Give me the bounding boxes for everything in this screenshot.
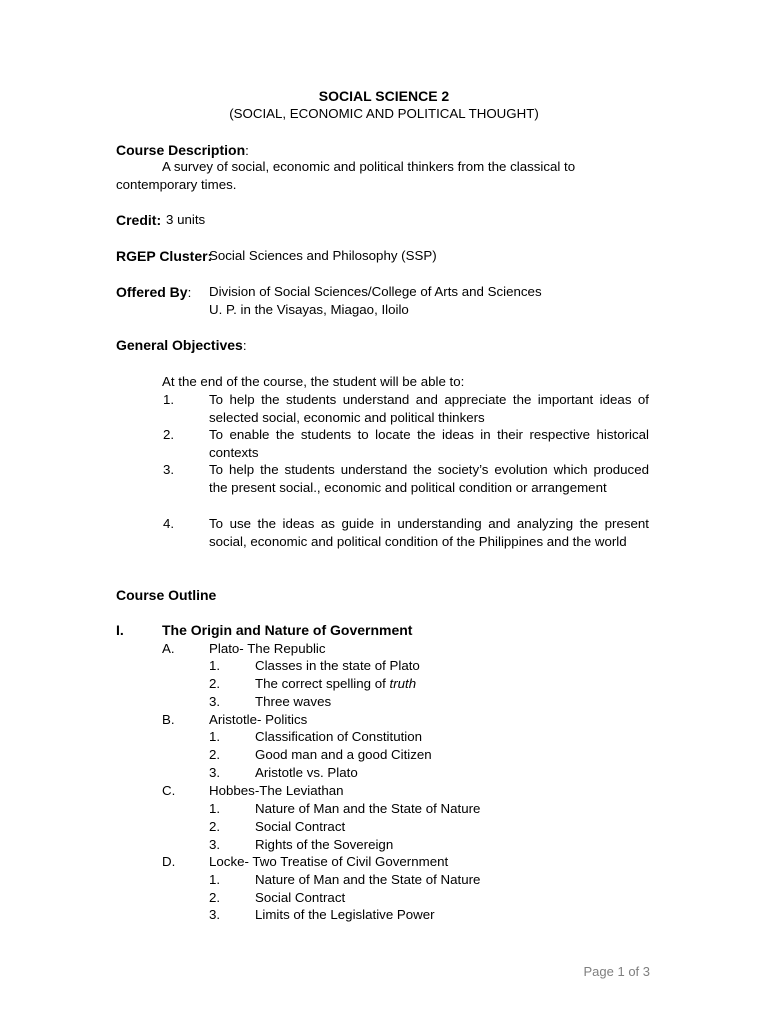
outline-subsection-title: Aristotle- Politics [209,712,308,727]
outline-item-number: 2. [209,676,221,691]
outline-subsection-letter: D. [162,854,176,869]
course-description-label: Course Description [116,142,246,158]
outline-item-text: Aristotle vs. Plato [255,765,358,780]
outline-subsection-letter: A. [162,641,175,656]
outline-item-number: 1. [209,872,221,887]
objective-number: 3. [163,462,175,477]
outline-item-number: 2. [209,890,221,905]
outline-item-text-emphasis: truth [389,676,417,691]
outline-item-number: 1. [209,801,221,816]
outline-subsection-title: Plato- The Republic [209,641,326,656]
objective-text: To help the students understand the society’s evolution which produced the present social., economic and political condition or arrangement [209,462,649,495]
objectives-intro: At the end of the course, the student will be able to: [162,374,465,389]
objective-number: 1. [163,392,175,407]
offered-by-line1: Division of Social Sciences/College of Arts and Sciences [209,284,542,299]
objective-number: 2. [163,427,175,442]
outline-item-text: Good man and a good Citizen [255,747,432,762]
outline-item-number: 3. [209,907,221,922]
document-subtitle: (SOCIAL, ECONOMIC AND POLITICAL THOUGHT) [229,106,539,121]
course-outline-heading: Course Outline [116,587,217,603]
offered-by-heading [116,283,191,302]
outline-item-text: Classification of Constitution [255,729,423,744]
outline-item-text: Social Contract [255,819,346,834]
outline-item-text: Social Contract [255,890,346,905]
rgep-cluster-label: RGEP Cluster: [116,248,213,264]
outline-item-text: Nature of Man and the State of Nature [255,801,481,816]
objective-text: To use the ideas as guide in understanding and analyzing the present social, economic and political condition of the Philippines and the world [209,516,649,549]
outline-section-number: I. [116,622,124,638]
objective-number: 4. [163,516,175,531]
outline-subsection-letter: C. [162,783,176,798]
general-objectives-heading [116,336,247,355]
offered-by-label: Offered By [116,284,188,300]
course-description-line1: A survey of social, economic and political thinkers from the classical to [162,159,576,174]
outline-item-text: Rights of the Sovereign [255,837,394,852]
outline-item-text: Classes in the state of Plato [255,658,420,673]
course-description-line2: contemporary times. [116,177,237,192]
outline-item-text: Three waves [255,694,332,709]
document-title: SOCIAL SCIENCE 2 [318,88,450,104]
outline-item-number: 2. [209,819,221,834]
outline-item-number: 1. [209,729,221,744]
objective-text: To help the students understand and appreciate the important ideas of selected social, economic and political thinkers [209,392,649,425]
outline-section-title: The Origin and Nature of Government [162,622,413,638]
general-objectives-label: General Objectives [116,337,243,353]
credit-label: Credit: [116,212,162,228]
outline-subsection-letter: B. [162,712,175,727]
objective-text: To enable the students to locate the ideas in their respective historical contexts [209,427,649,460]
page-number-footer: Page 1 of 3 [583,964,650,979]
course-description-colon: : [245,143,249,158]
outline-item-number: 3. [209,837,221,852]
outline-subsection-title: Hobbes-The Leviathan [209,783,344,798]
outline-item-text: Limits of the Legislative Power [255,907,435,922]
offered-by-colon: : [187,285,192,300]
credit-value: 3 units [166,212,206,227]
outline-item-number: 3. [209,694,221,709]
outline-item-number: 1. [209,658,221,673]
rgep-cluster-value: Social Sciences and Philosophy (SSP) [209,248,437,263]
outline-item-number: 2. [209,747,221,762]
outline-item-number: 3. [209,765,221,780]
offered-by-line2: U. P. in the Visayas, Miagao, Iloilo [209,302,409,317]
outline-subsection-title: Locke- Two Treatise of Civil Government [209,854,449,869]
outline-item-text-plain: The correct spelling of [255,676,390,691]
general-objectives-colon: : [242,338,247,353]
outline-item-text: Nature of Man and the State of Nature [255,872,481,887]
outline-item-text [255,675,416,693]
